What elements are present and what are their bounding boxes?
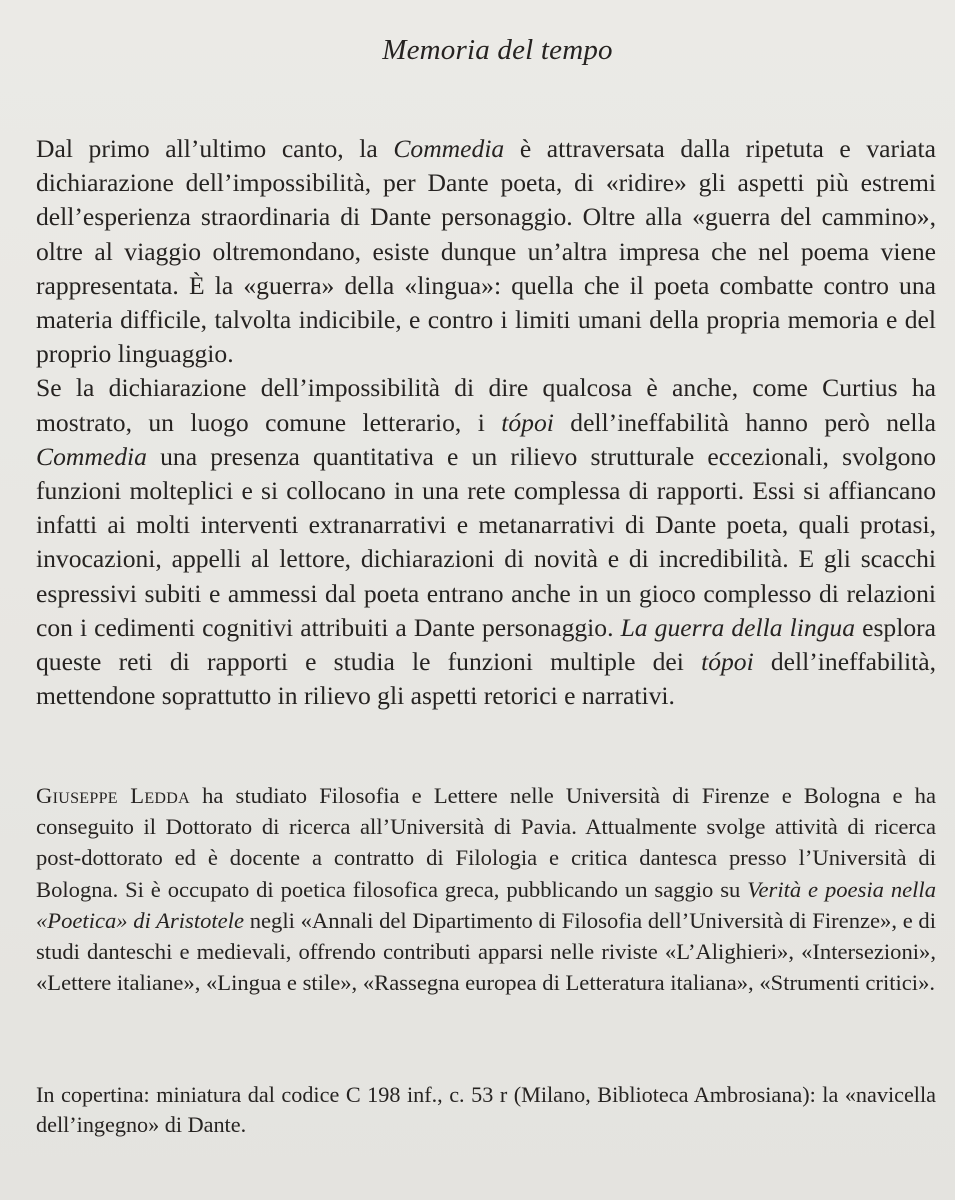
- cover-credit-text: In copertina: miniatura dal codice C 198 inf., c. 53 r (Milano, Biblioteca Ambrosiana): la «navicella dell’ingegno» di Dante.: [36, 1082, 936, 1137]
- blurb-p2-text-2: dell’ineffabilità hanno però nella: [553, 407, 936, 437]
- author-bio-paragraph: [36, 780, 936, 998]
- blurb-p1-text-2: è attraversata dalla ripetuta e variata dichiarazione dell’impossibilità, per Dante poeta, di «ridire» gli aspetti più estremi dell’esperienza straordinaria di Dante personaggio. Oltre alla «guerra del cammino», oltre al viaggio oltremondano, esiste dunque un’altra impresa che nel poema viene rappresentata. È la «guerra» della «lingua»: quella che il poeta combatte contro una materia difficile, talvolta indicibile, e contro i limiti umani della propria memoria e del proprio linguaggio.: [36, 134, 937, 369]
- author-bio-text-2: negli «Annali del Dipartimento di Filosofia dell’Università di Firenze», e di studi danteschi e medievali, offrendo contributi apparsi nelle riviste «L’Alighieri», «Intersezioni», «Lettere italiane», «Lingua e stile», «Rassegna europea di Letteratura italiana», «Strumenti critici».: [36, 907, 936, 996]
- blurb-p2-italic-commedia: Commedia: [36, 441, 147, 471]
- blurb-p2-text-1: Se la dichiarazione dell’impossibilità di dire qualcosa è anche, come Curtius ha mostrato, un luogo comune letterario, i: [36, 373, 936, 437]
- blurb-p2-italic-topoi-2: tópoi: [701, 647, 754, 677]
- blurb-p1-text-1: Dal primo all’ultimo canto, la: [36, 134, 394, 163]
- blurb-p2-text-3: una presenza quantitativa e un rilievo strutturale eccezionali, svolgono funzioni molteplici e si collocano in una rete complessa di rapporti. Essi si affiancano infatti ai molti interventi extranarrativi e metanarrativi di Dante poeta, quali protasi, invocazioni, appelli al lettore, dichiarazioni di novità e di incredibilità. E gli scacchi espressivi subiti e ammessi dal poeta entrano anche in un gioco complesso di relazioni con i cedimenti cognitivi attribuiti a Dante personaggio.: [36, 441, 936, 642]
- blurb-p1-italic-commedia: Commedia: [393, 134, 505, 163]
- blurb-p2-text-4: esplora queste reti di rapporti e studia le funzioni multiple dei: [36, 612, 936, 677]
- blurb-p2-text-5: dell’ineffabilità, mettendone soprattutto in rilievo gli aspetti retorici e narrativi.: [36, 647, 936, 711]
- blurb-text: [36, 132, 936, 713]
- cover-credit: [36, 1080, 936, 1140]
- author-bio-text-1: ha studiato Filosofia e Lettere nelle Università di Firenze e Bologna e ha conseguito il Dottorato di ricerca all’Università di Pavia. Attualmente svolge attività di ricerca post-dottorato ed è docente a contratto di Filologia e critica dantesca presso l’Università di Bologna. Si è occupato di poetica filosofica greca, pubblicando un saggio su: [36, 783, 936, 902]
- author-name: Giuseppe Ledda: [36, 783, 190, 808]
- author-bio: [36, 780, 936, 998]
- series-title: Memoria del tempo: [382, 34, 613, 66]
- author-bio-italic-essay-title: Verità e poesia nella «Poetica» di Aristotele: [36, 876, 936, 933]
- blurb-paragraph-1: [36, 132, 936, 371]
- blurb-p2-italic-topoi-1: tópoi: [501, 407, 554, 437]
- blurb-p2-italic-book-title: La guerra della lingua: [620, 612, 856, 642]
- blurb-paragraph-2: [36, 371, 936, 713]
